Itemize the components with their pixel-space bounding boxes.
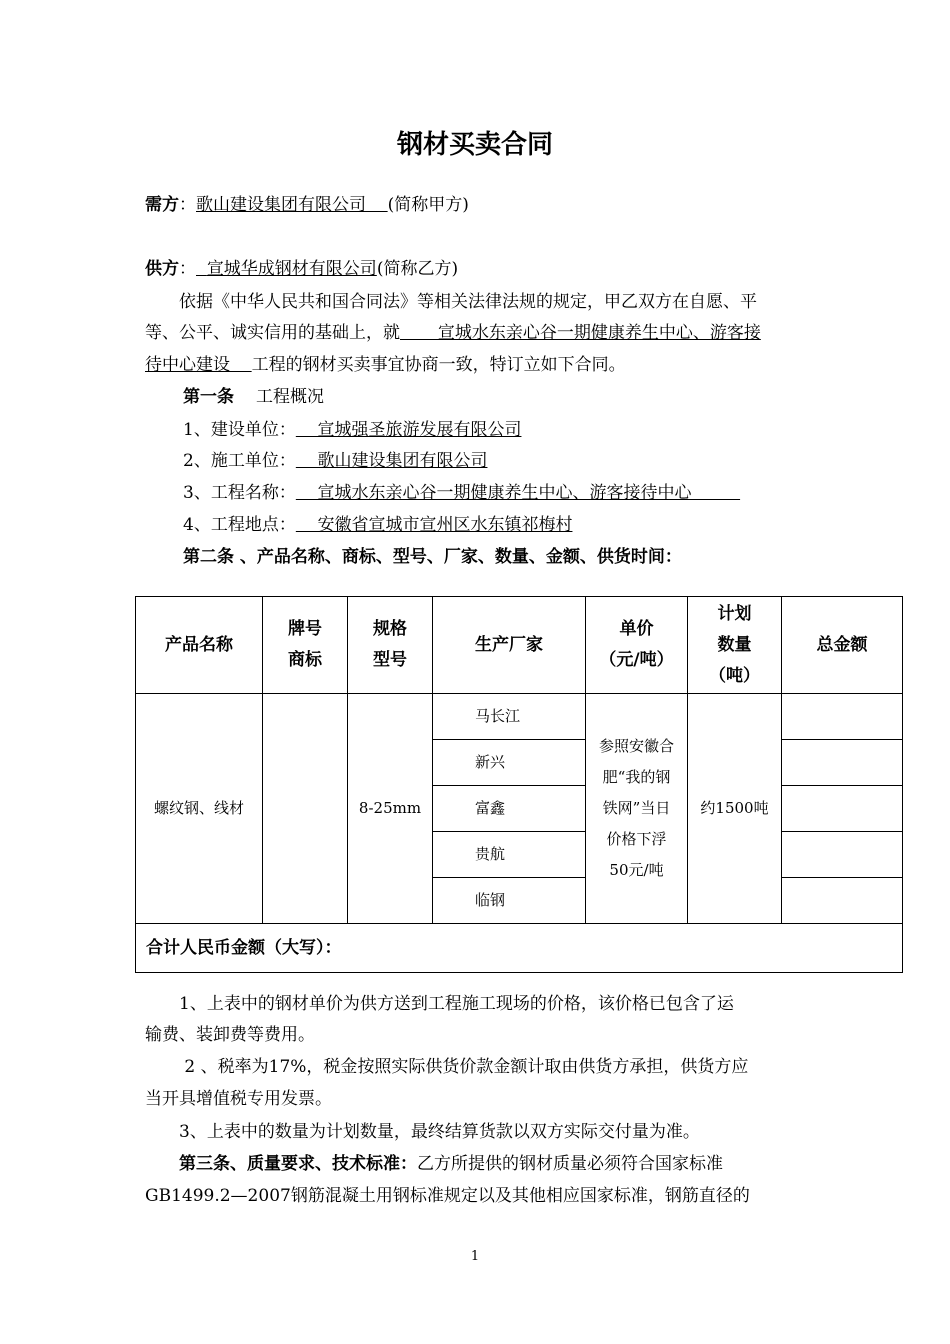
manufacturer-cell: 临钢	[433, 878, 586, 924]
header-total: 总金额	[782, 597, 903, 694]
article-3-heading: 第三条、质量要求、技术标准：	[179, 1154, 417, 1174]
header-brand: 牌号 商标	[263, 597, 348, 694]
header-unit-price: 单价 （元/吨）	[586, 597, 688, 694]
buyer-label: 需方	[145, 195, 179, 215]
seller-label: 供方	[145, 259, 179, 279]
table-header-row	[136, 597, 903, 694]
article-3-line-1: 第三条、质量要求、技术标准：乙方所提供的钢材质量必须符合国家标准	[179, 1154, 723, 1174]
seller-name: 宣城华成钢材有限公司	[206, 259, 377, 279]
note-3: 3、上表中的数量为计划数量，最终结算货款以双方实际交付量为准。	[145, 1122, 700, 1142]
manufacturer-cell: 新兴	[433, 740, 586, 786]
total-cell	[782, 878, 903, 924]
page-number: 1	[470, 1249, 480, 1264]
total-cell	[782, 694, 903, 740]
quantity-cell: 约1500吨	[688, 694, 782, 924]
total-cell	[782, 740, 903, 786]
table-sum-row	[136, 924, 903, 973]
sum-label: 合计人民币金额（大写）：	[136, 924, 903, 973]
seller-note: (简称乙方)	[376, 259, 459, 279]
intro-line-3: 待中心建设 工程的钢材买卖事宜协商一致，特订立如下合同。	[145, 355, 626, 375]
intro-line-2: 等、公平、诚实信用的基础上，就 宣城水东亲心谷一期健康养生中心、游客接	[145, 323, 761, 343]
header-product: 产品名称	[136, 597, 263, 694]
project-name-underlined: 宣城水东亲心谷一期健康养生中心、游客接	[400, 323, 761, 343]
note-1-line-2: 输费、装卸费等费用。	[145, 1025, 315, 1045]
spec-cell: 8-25mm	[348, 694, 433, 924]
article-2-heading: 第二条 、产品名称、商标、型号、厂家、数量、金额、供货时间：	[183, 547, 682, 567]
manufacturer-cell: 富鑫	[433, 786, 586, 832]
document-title: 钢材买卖合同	[396, 130, 553, 160]
note-2-line-1: 2 、税率为17%，税金按照实际供货价款金额计取由供货方承担，供货方应	[145, 1057, 749, 1077]
intro-line-1: 依据《中华人民共和国合同法》等相关法律法规的规定，甲乙双方在自愿、平	[145, 292, 757, 312]
unit-price-cell: 参照安徽合 肥“我的钢 铁网”当日 价格下浮 50元/吨	[586, 694, 688, 924]
manufacturer-cell: 马长江	[433, 694, 586, 740]
goods-table	[135, 596, 903, 973]
table-row	[136, 694, 903, 740]
header-spec: 规格 型号	[348, 597, 433, 694]
article-1-item: 3、工程名称： 宣城水东亲心谷一期健康养生中心、游客接待中心	[183, 483, 741, 503]
seller-line: 供方： 宣城华成钢材有限公司(简称乙方)	[145, 259, 459, 279]
article-1-item: 1、建设单位： 宣城强圣旅游发展有限公司	[183, 420, 522, 440]
buyer-line: 需方：歌山建设集团有限公司 (简称甲方)	[145, 195, 469, 215]
product-cell: 螺纹钢、线材	[136, 694, 263, 924]
total-cell	[782, 786, 903, 832]
article-1-item: 4、工程地点： 安徽省宣城市宣州区水东镇祁梅村	[183, 515, 573, 535]
note-1-line-1: 1、上表中的钢材单价为供方送到工程施工现场的价格，该价格已包含了运	[145, 994, 734, 1014]
buyer-note: (简称甲方)	[387, 195, 469, 215]
manufacturer-cell: 贵航	[433, 832, 586, 878]
total-cell	[782, 832, 903, 878]
brand-cell	[263, 694, 348, 924]
article-1-item: 2、施工单位： 歌山建设集团有限公司	[183, 451, 488, 471]
note-2-line-2: 当开具增值税专用发票。	[145, 1089, 332, 1109]
buyer-name: 歌山建设集团有限公司	[196, 195, 366, 215]
header-quantity: 计划 数量 （吨）	[688, 597, 782, 694]
article-3-line-2: GB1499.2—2007钢筋混凝土用钢标准规定以及其他相应国家标准，钢筋直径的	[145, 1186, 750, 1206]
header-manufacturer: 生产厂家	[433, 597, 586, 694]
article-1-heading: 第一条 工程概况	[183, 387, 324, 407]
